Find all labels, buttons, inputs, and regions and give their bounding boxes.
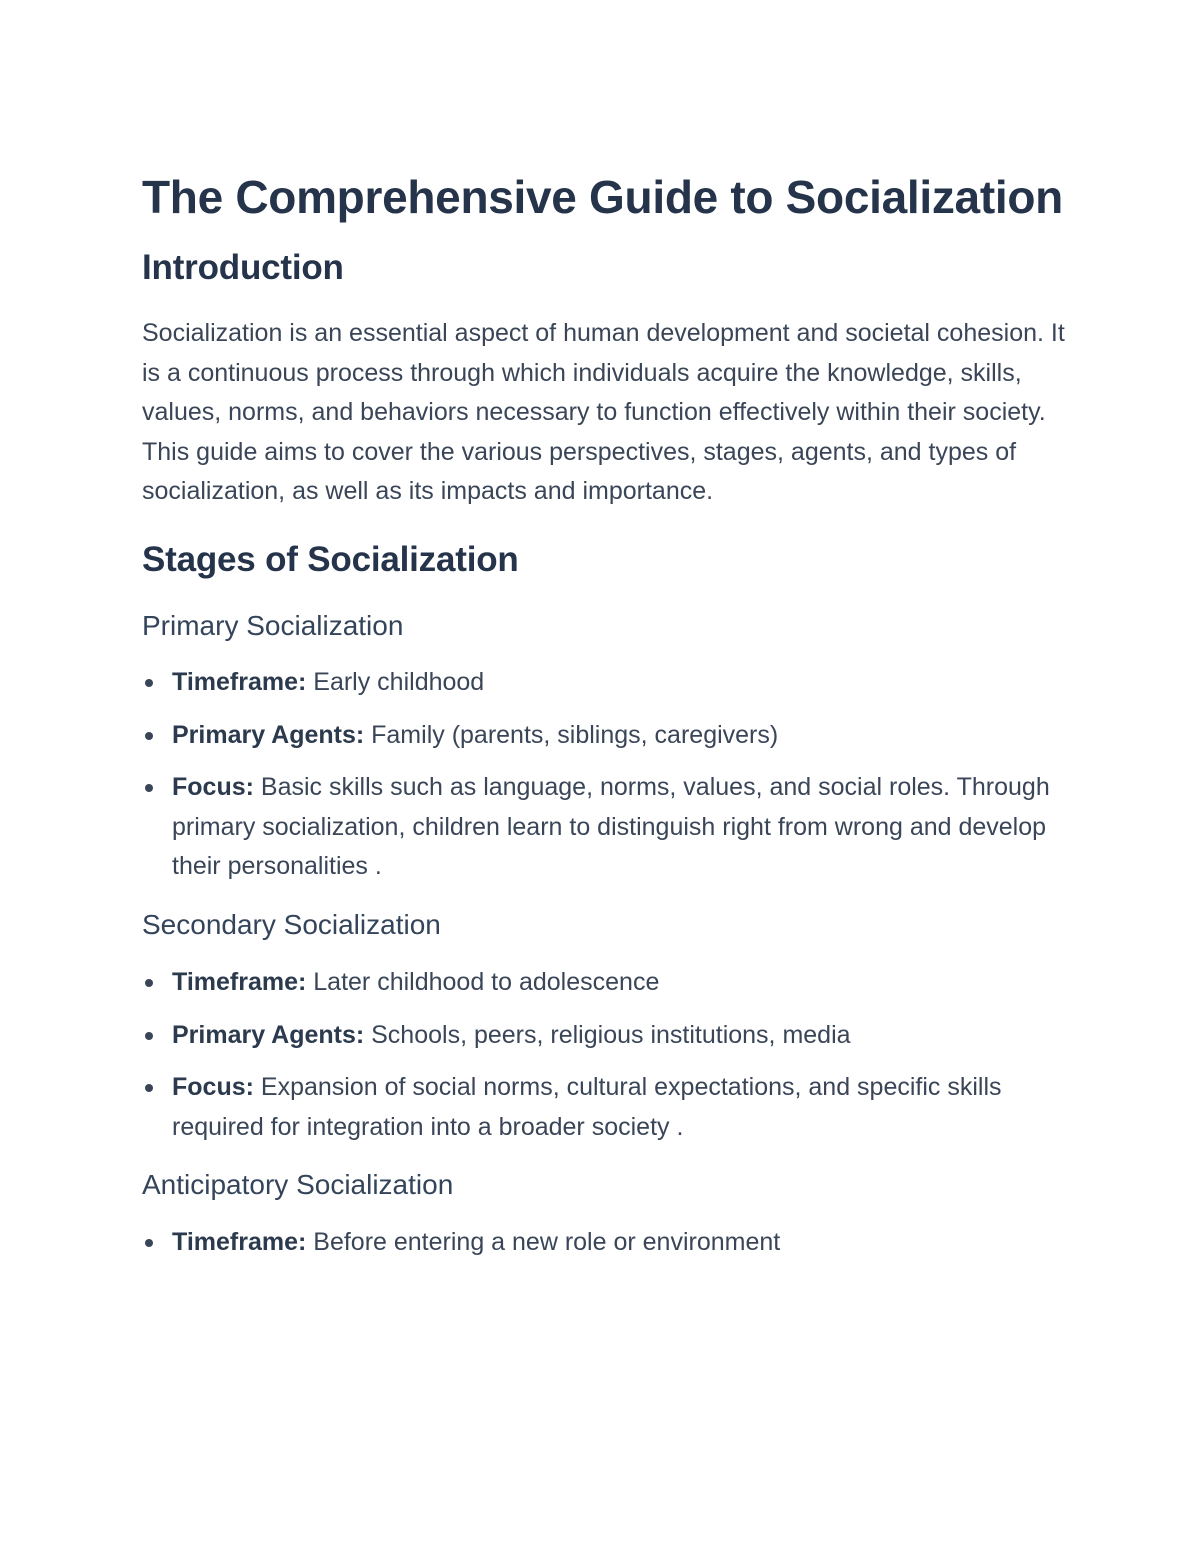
bullet-icon [145,1084,153,1092]
item-label: Focus: [172,773,254,802]
introduction-paragraph: Socialization is an essential aspect of human development and societal cohesion. It is a continuous process through which individuals acquire the knowledge, skills, values, norms, and behaviors necessary to function effectively within their society. This guide aims to cover the various perspectives, stages, agents, and types of socialization, as well as its impacts and importance. [142,319,1065,506]
bullet-icon [145,784,153,792]
item-text: Family (parents, siblings, caregivers) [364,720,779,749]
item-text: Later childhood to adolescence [306,967,660,996]
item-label: Primary Agents: [172,1020,365,1049]
item-text: Early childhood [306,667,485,696]
bullet-icon [145,979,153,987]
list-item [142,768,1072,887]
item-label: Timeframe: [172,667,307,696]
list-item [142,963,1072,1003]
bullet-icon [145,1239,153,1247]
list-item [142,1016,1072,1056]
item-label: Focus: [172,1073,254,1102]
bullet-icon [145,1032,153,1040]
introduction-heading: Introduction [142,248,344,287]
anticipatory-socialization-list [142,1223,1072,1263]
item-text: Expansion of social norms, cultural expectations, and specific skills required for integration into a broader society . [172,1073,1002,1141]
item-label: Primary Agents: [172,720,365,749]
secondary-socialization-list [142,963,1072,1147]
list-item [142,716,1072,756]
primary-socialization-list [142,663,1072,887]
item-label: Timeframe: [172,1228,307,1257]
bullet-icon [145,679,153,687]
item-text: Schools, peers, religious institutions, media [364,1020,851,1049]
bullet-icon [145,732,153,740]
item-label: Timeframe: [172,967,307,996]
item-text: Basic skills such as language, norms, values, and social roles. Through primary socialization, children learn to distinguish right from wrong and develop their personalities . [172,773,1050,881]
list-item [142,1223,1072,1263]
document-page [142,166,1072,1263]
document-title: The Comprehensive Guide to Socialization [142,171,1063,223]
secondary-socialization-heading: Secondary Socialization [142,908,441,940]
list-item [142,1068,1072,1147]
item-text: Before entering a new role or environment [306,1228,781,1257]
stages-heading: Stages of Socialization [142,539,519,579]
list-item [142,663,1072,703]
primary-socialization-heading: Primary Socialization [142,609,404,641]
anticipatory-socialization-heading: Anticipatory Socialization [142,1169,454,1201]
